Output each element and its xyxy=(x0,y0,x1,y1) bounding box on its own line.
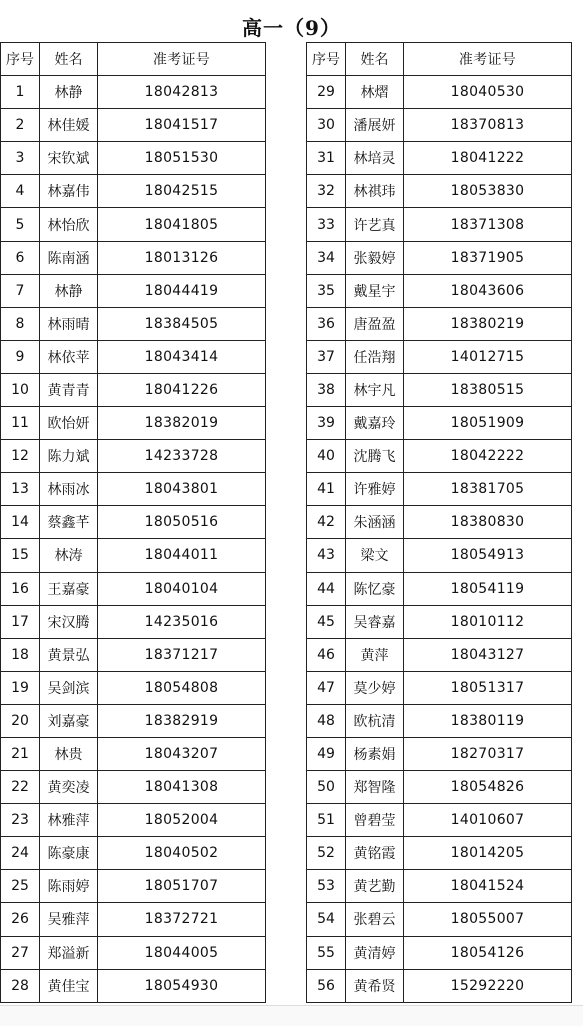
header-name: 姓名 xyxy=(346,43,404,76)
cell-name: 蔡鑫芊 xyxy=(40,506,98,539)
cell-id: 43 xyxy=(307,539,346,572)
table-row xyxy=(307,671,572,704)
table-row xyxy=(1,936,266,969)
cell-name: 黄奕凌 xyxy=(40,771,98,804)
table-row xyxy=(1,241,266,274)
cell-id: 52 xyxy=(307,837,346,870)
cell-id: 46 xyxy=(307,638,346,671)
cell-id: 40 xyxy=(307,440,346,473)
cell-number: 18054119 xyxy=(404,572,572,605)
cell-number: 18013126 xyxy=(98,241,266,274)
table-row xyxy=(1,142,266,175)
cell-number: 18042515 xyxy=(98,175,266,208)
cell-name: 欧怡妍 xyxy=(40,407,98,440)
cell-name: 林静 xyxy=(40,76,98,109)
cell-number: 18050516 xyxy=(98,506,266,539)
cell-number: 18054913 xyxy=(404,539,572,572)
table-row xyxy=(1,870,266,903)
cell-id: 23 xyxy=(1,804,40,837)
cell-id: 12 xyxy=(1,440,40,473)
table-row xyxy=(307,274,572,307)
cell-name: 黄景弘 xyxy=(40,638,98,671)
table-row xyxy=(307,142,572,175)
table-row xyxy=(1,340,266,373)
table-row xyxy=(307,605,572,638)
cell-id: 37 xyxy=(307,340,346,373)
table-row xyxy=(307,407,572,440)
cell-name: 许艺真 xyxy=(346,208,404,241)
cell-name: 林雨晴 xyxy=(40,307,98,340)
cell-id: 32 xyxy=(307,175,346,208)
cell-number: 18043207 xyxy=(98,737,266,770)
cell-number: 18010112 xyxy=(404,605,572,638)
table-row xyxy=(1,440,266,473)
cell-number: 18371308 xyxy=(404,208,572,241)
cell-name: 梁文 xyxy=(346,539,404,572)
table-header-row xyxy=(1,43,266,76)
cell-id: 22 xyxy=(1,771,40,804)
cell-number: 18041308 xyxy=(98,771,266,804)
table-row xyxy=(1,737,266,770)
table-row xyxy=(1,473,266,506)
cell-number: 18380219 xyxy=(404,307,572,340)
cell-id: 30 xyxy=(307,109,346,142)
cell-number: 18044011 xyxy=(98,539,266,572)
table-row xyxy=(307,737,572,770)
table-row xyxy=(1,539,266,572)
cell-number: 18040530 xyxy=(404,76,572,109)
cell-name: 刘嘉豪 xyxy=(40,704,98,737)
cell-id: 31 xyxy=(307,142,346,175)
table-row xyxy=(307,870,572,903)
table-row xyxy=(307,771,572,804)
cell-id: 9 xyxy=(1,340,40,373)
header-number: 准考证号 xyxy=(404,43,572,76)
table-row xyxy=(307,936,572,969)
table-row xyxy=(1,274,266,307)
cell-id: 51 xyxy=(307,804,346,837)
table-row xyxy=(1,969,266,1002)
cell-number: 18051909 xyxy=(404,407,572,440)
cell-name: 林熠 xyxy=(346,76,404,109)
cell-id: 7 xyxy=(1,274,40,307)
table-row xyxy=(307,109,572,142)
cell-name: 林培灵 xyxy=(346,142,404,175)
cell-id: 2 xyxy=(1,109,40,142)
cell-name: 吴睿嘉 xyxy=(346,605,404,638)
cell-id: 56 xyxy=(307,969,346,1002)
table-row xyxy=(1,175,266,208)
cell-number: 18014205 xyxy=(404,837,572,870)
table-row xyxy=(307,638,572,671)
table-row xyxy=(307,440,572,473)
cell-id: 33 xyxy=(307,208,346,241)
cell-id: 8 xyxy=(1,307,40,340)
cell-name: 吴雅萍 xyxy=(40,903,98,936)
cell-name: 郑溢新 xyxy=(40,936,98,969)
cell-number: 18051707 xyxy=(98,870,266,903)
table-row xyxy=(307,473,572,506)
table-row xyxy=(307,373,572,406)
cell-number: 14235016 xyxy=(98,605,266,638)
table-row xyxy=(1,804,266,837)
header-id: 序号 xyxy=(307,43,346,76)
cell-name: 许雅婷 xyxy=(346,473,404,506)
cell-name: 林涛 xyxy=(40,539,98,572)
cell-number: 18270317 xyxy=(404,737,572,770)
cell-id: 27 xyxy=(1,936,40,969)
cell-number: 18051317 xyxy=(404,671,572,704)
cell-id: 54 xyxy=(307,903,346,936)
cell-id: 39 xyxy=(307,407,346,440)
cell-id: 55 xyxy=(307,936,346,969)
cell-name: 林佳媛 xyxy=(40,109,98,142)
cell-id: 36 xyxy=(307,307,346,340)
cell-id: 10 xyxy=(1,373,40,406)
cell-number: 18041226 xyxy=(98,373,266,406)
cell-id: 34 xyxy=(307,241,346,274)
cell-id: 44 xyxy=(307,572,346,605)
cell-number: 14010607 xyxy=(404,804,572,837)
cell-name: 林贵 xyxy=(40,737,98,770)
table-row xyxy=(307,76,572,109)
cell-number: 18043127 xyxy=(404,638,572,671)
sheet-title: 高一（9） xyxy=(242,16,341,40)
cell-name: 吴剑滨 xyxy=(40,671,98,704)
cell-name: 黄萍 xyxy=(346,638,404,671)
table-row xyxy=(1,307,266,340)
cell-name: 莫少婷 xyxy=(346,671,404,704)
cell-name: 林静 xyxy=(40,274,98,307)
cell-id: 6 xyxy=(1,241,40,274)
cell-name: 沈腾飞 xyxy=(346,440,404,473)
cell-name: 张碧云 xyxy=(346,903,404,936)
cell-name: 戴星宇 xyxy=(346,274,404,307)
cell-name: 陈雨婷 xyxy=(40,870,98,903)
table-row xyxy=(307,804,572,837)
cell-name: 郑智隆 xyxy=(346,771,404,804)
cell-id: 15 xyxy=(1,539,40,572)
table-row xyxy=(1,572,266,605)
cell-number: 14233728 xyxy=(98,440,266,473)
cell-number: 18370813 xyxy=(404,109,572,142)
cell-number: 18043606 xyxy=(404,274,572,307)
cell-number: 18380830 xyxy=(404,506,572,539)
cell-name: 王嘉豪 xyxy=(40,572,98,605)
cell-id: 17 xyxy=(1,605,40,638)
cell-id: 3 xyxy=(1,142,40,175)
cell-number: 18384505 xyxy=(98,307,266,340)
cell-id: 47 xyxy=(307,671,346,704)
cell-name: 杨素娟 xyxy=(346,737,404,770)
table-row xyxy=(307,307,572,340)
cell-id: 26 xyxy=(1,903,40,936)
cell-number: 18371905 xyxy=(404,241,572,274)
cell-number: 18044005 xyxy=(98,936,266,969)
table-row xyxy=(1,109,266,142)
table-row xyxy=(1,638,266,671)
cell-name: 林嘉伟 xyxy=(40,175,98,208)
cell-number: 18382019 xyxy=(98,407,266,440)
cell-id: 4 xyxy=(1,175,40,208)
cell-name: 黄希贤 xyxy=(346,969,404,1002)
cell-number: 18043414 xyxy=(98,340,266,373)
cell-number: 18054126 xyxy=(404,936,572,969)
cell-name: 林祺玮 xyxy=(346,175,404,208)
table-header-row xyxy=(307,43,572,76)
cell-number: 18382919 xyxy=(98,704,266,737)
cell-number: 18051530 xyxy=(98,142,266,175)
header-id: 序号 xyxy=(1,43,40,76)
cell-number: 18041805 xyxy=(98,208,266,241)
cell-name: 潘展妍 xyxy=(346,109,404,142)
cell-id: 42 xyxy=(307,506,346,539)
cell-name: 黄青青 xyxy=(40,373,98,406)
cell-number: 18043801 xyxy=(98,473,266,506)
cell-name: 唐盈盈 xyxy=(346,307,404,340)
table-row xyxy=(307,175,572,208)
cell-number: 18052004 xyxy=(98,804,266,837)
cell-id: 25 xyxy=(1,870,40,903)
table-row xyxy=(307,340,572,373)
roster-table-left xyxy=(0,42,266,1003)
cell-id: 49 xyxy=(307,737,346,770)
cell-number: 18042813 xyxy=(98,76,266,109)
cell-number: 18040502 xyxy=(98,837,266,870)
cell-id: 1 xyxy=(1,76,40,109)
cell-number: 18041517 xyxy=(98,109,266,142)
table-row xyxy=(307,241,572,274)
cell-number: 18041222 xyxy=(404,142,572,175)
cell-id: 20 xyxy=(1,704,40,737)
cell-number: 18044419 xyxy=(98,274,266,307)
cell-number: 18380119 xyxy=(404,704,572,737)
cell-id: 13 xyxy=(1,473,40,506)
cell-name: 黄佳宝 xyxy=(40,969,98,1002)
table-row xyxy=(307,506,572,539)
cell-number: 18371217 xyxy=(98,638,266,671)
cell-number: 18380515 xyxy=(404,373,572,406)
cell-id: 11 xyxy=(1,407,40,440)
table-row xyxy=(1,704,266,737)
cell-name: 陈豪康 xyxy=(40,837,98,870)
cell-number: 18054826 xyxy=(404,771,572,804)
table-row xyxy=(307,837,572,870)
table-row xyxy=(1,76,266,109)
table-row xyxy=(307,903,572,936)
cell-number: 18041524 xyxy=(404,870,572,903)
cell-id: 48 xyxy=(307,704,346,737)
cell-id: 19 xyxy=(1,671,40,704)
table-row xyxy=(307,539,572,572)
cell-name: 黄铭霞 xyxy=(346,837,404,870)
cell-number: 15292220 xyxy=(404,969,572,1002)
cell-name: 林雨冰 xyxy=(40,473,98,506)
cell-id: 29 xyxy=(307,76,346,109)
cell-id: 38 xyxy=(307,373,346,406)
cell-id: 24 xyxy=(1,837,40,870)
cell-id: 5 xyxy=(1,208,40,241)
cell-name: 林雅萍 xyxy=(40,804,98,837)
cell-name: 戴嘉玲 xyxy=(346,407,404,440)
table-row xyxy=(1,407,266,440)
cell-name: 欧杭清 xyxy=(346,704,404,737)
cell-id: 35 xyxy=(307,274,346,307)
cell-name: 宋汉腾 xyxy=(40,605,98,638)
cell-name: 曾碧莹 xyxy=(346,804,404,837)
cell-name: 林依苹 xyxy=(40,340,98,373)
cell-name: 林怡欣 xyxy=(40,208,98,241)
cell-id: 21 xyxy=(1,737,40,770)
cell-id: 53 xyxy=(307,870,346,903)
cell-id: 28 xyxy=(1,969,40,1002)
cell-name: 陈力斌 xyxy=(40,440,98,473)
cell-id: 16 xyxy=(1,572,40,605)
table-row xyxy=(307,969,572,1002)
cell-name: 林宇凡 xyxy=(346,373,404,406)
table-row xyxy=(1,671,266,704)
cell-name: 任浩翔 xyxy=(346,340,404,373)
table-row xyxy=(1,605,266,638)
table-row xyxy=(1,903,266,936)
cell-name: 朱涵涵 xyxy=(346,506,404,539)
cell-number: 18040104 xyxy=(98,572,266,605)
cell-name: 宋钦斌 xyxy=(40,142,98,175)
table-row xyxy=(1,373,266,406)
cell-name: 黄艺勤 xyxy=(346,870,404,903)
cell-name: 陈忆豪 xyxy=(346,572,404,605)
cell-id: 50 xyxy=(307,771,346,804)
cell-number: 18054930 xyxy=(98,969,266,1002)
cell-id: 14 xyxy=(1,506,40,539)
cell-id: 45 xyxy=(307,605,346,638)
cell-name: 陈南涵 xyxy=(40,241,98,274)
header-name: 姓名 xyxy=(40,43,98,76)
roster-table-right xyxy=(306,42,572,1003)
table-row xyxy=(307,208,572,241)
table-row xyxy=(1,506,266,539)
table-row xyxy=(1,771,266,804)
table-row xyxy=(1,208,266,241)
table-row xyxy=(307,572,572,605)
cell-number: 18055007 xyxy=(404,903,572,936)
header-number: 准考证号 xyxy=(98,43,266,76)
cell-name: 张毅婷 xyxy=(346,241,404,274)
table-row xyxy=(1,837,266,870)
table-row xyxy=(307,704,572,737)
cell-number: 18381705 xyxy=(404,473,572,506)
cell-number: 18054808 xyxy=(98,671,266,704)
cell-number: 14012715 xyxy=(404,340,572,373)
cell-number: 18372721 xyxy=(98,903,266,936)
cell-name: 黄清婷 xyxy=(346,936,404,969)
sheet-bottom-area xyxy=(0,1005,583,1026)
cell-number: 18053830 xyxy=(404,175,572,208)
cell-id: 18 xyxy=(1,638,40,671)
cell-id: 41 xyxy=(307,473,346,506)
cell-number: 18042222 xyxy=(404,440,572,473)
